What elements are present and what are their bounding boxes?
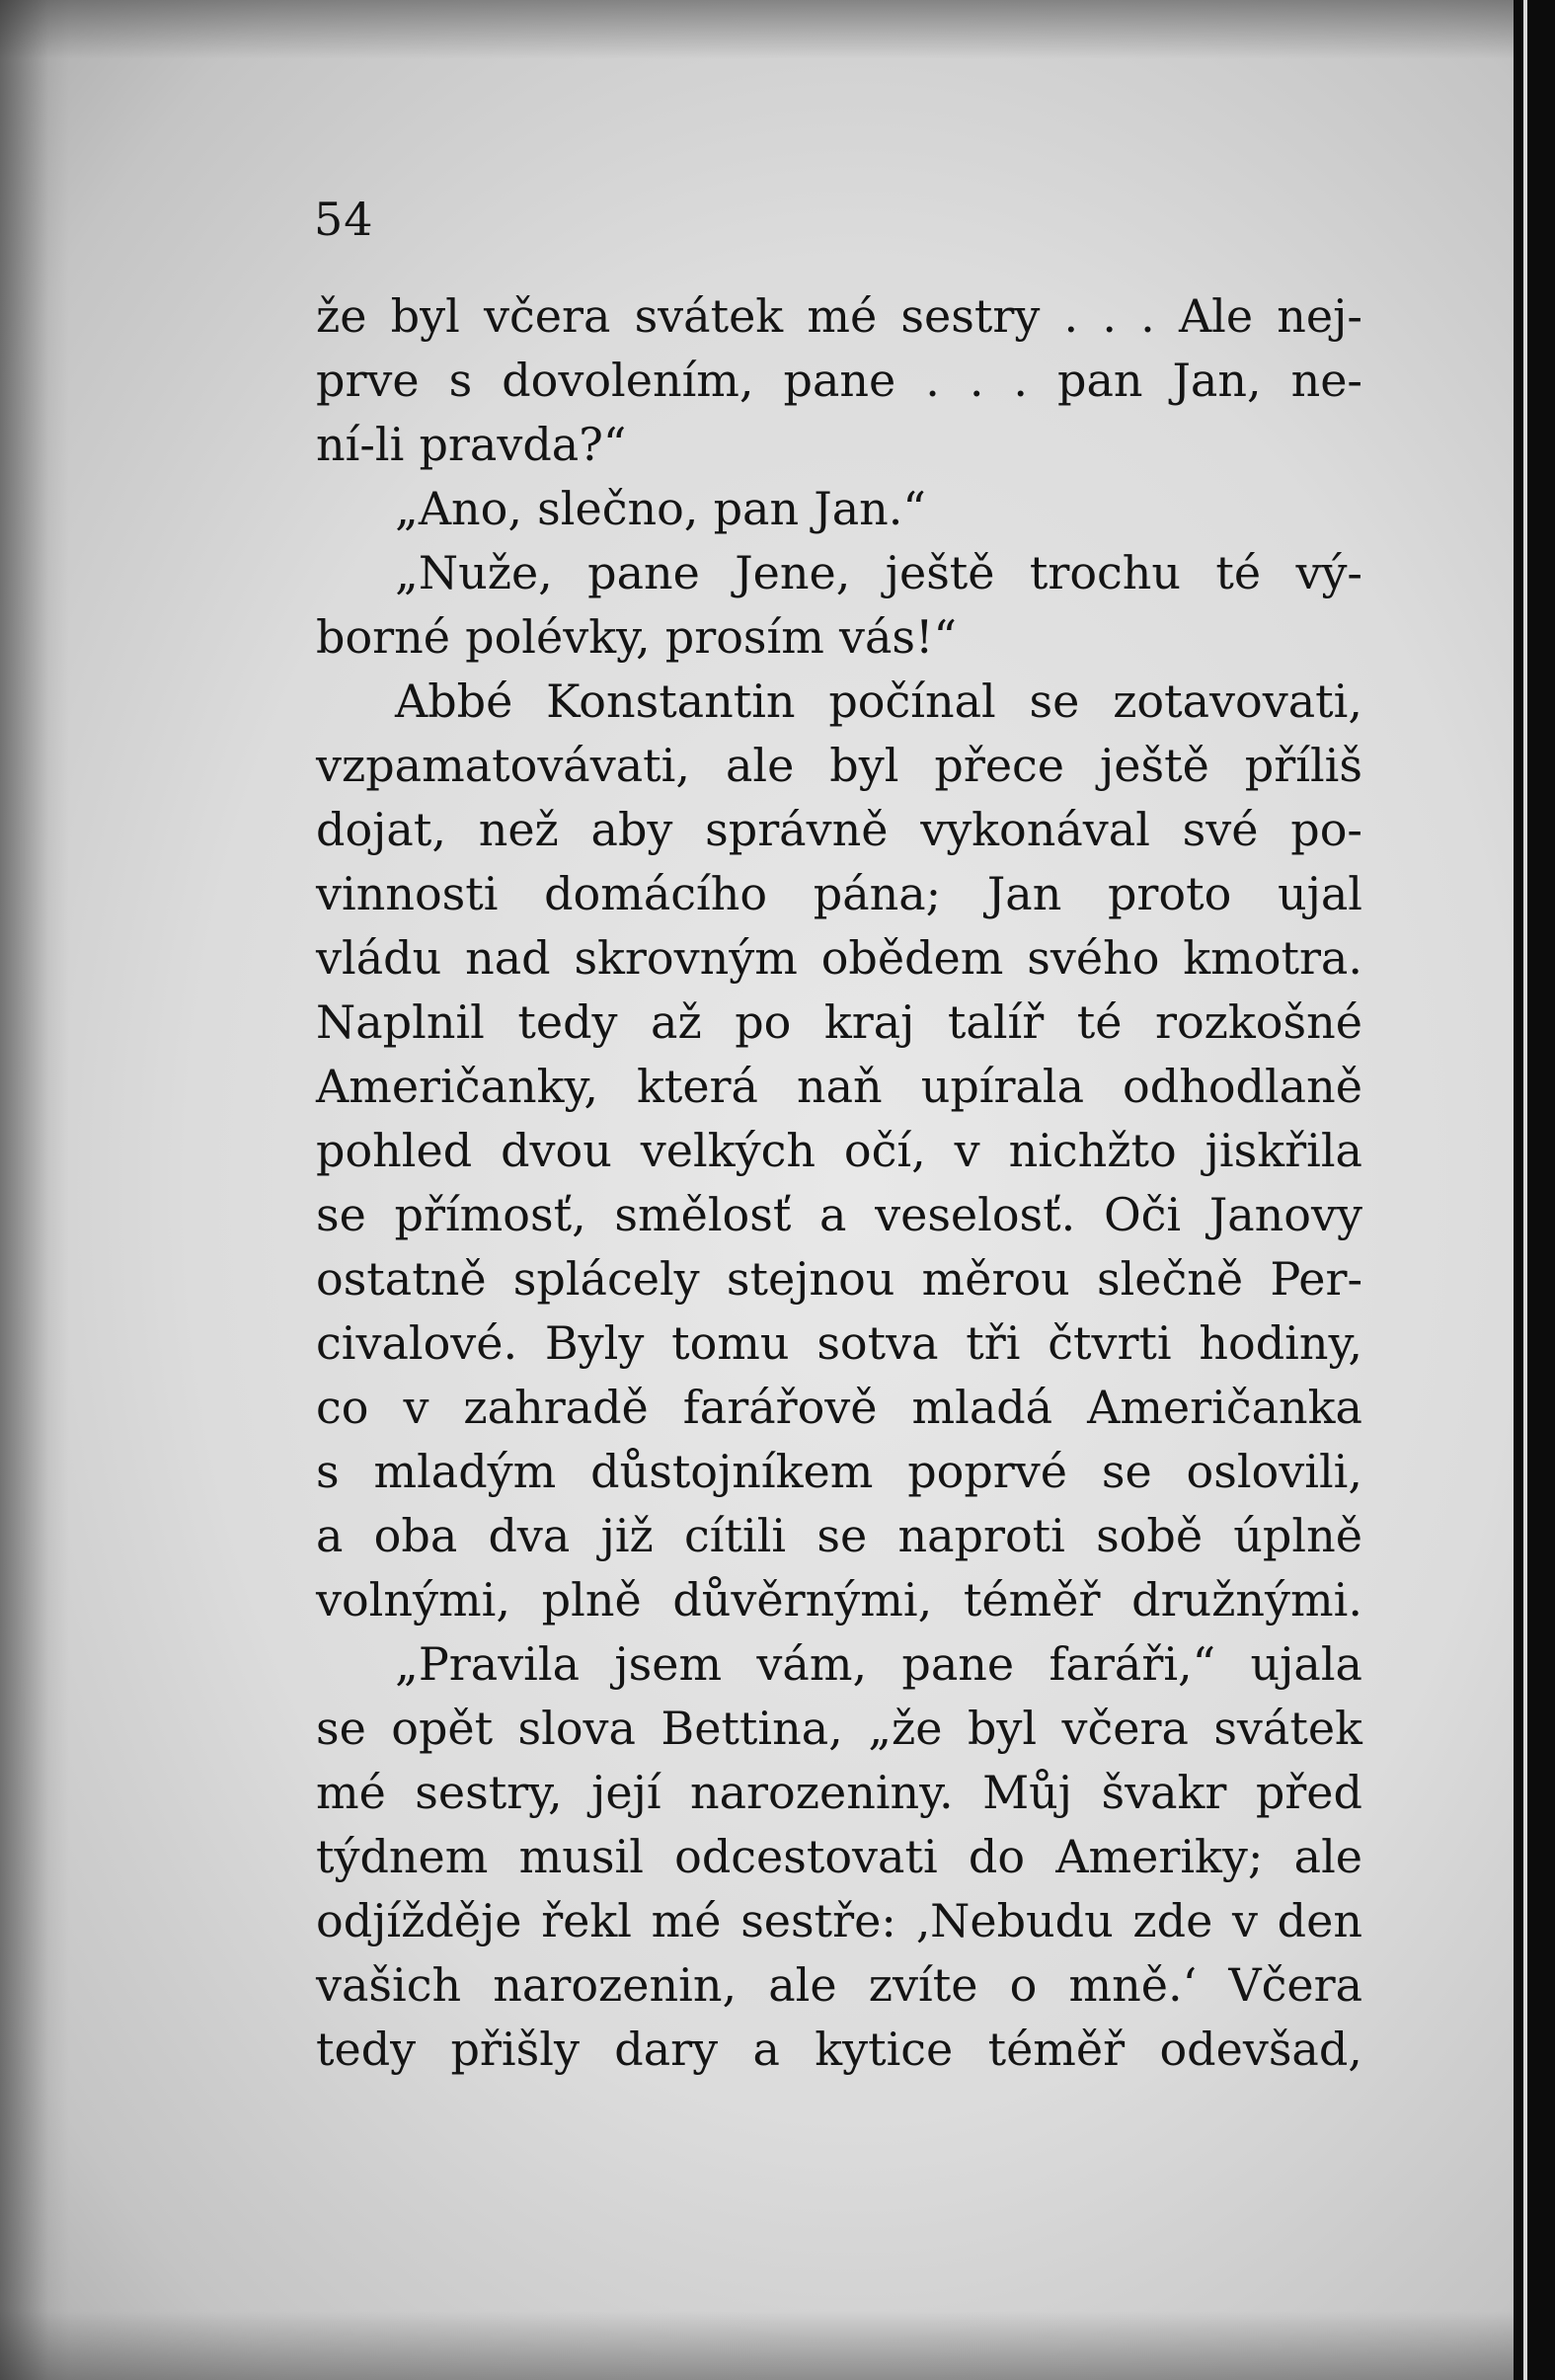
text-line: ostatně splácely stejnou měrou slečně Per- [316,1252,1362,1306]
text-line: „Nuže, pane Jene, ještě trochu té vý- [395,546,1362,599]
text-line: že byl včera svátek mé sestry . . . Ale nej- [316,289,1362,343]
page-binding-edge [1514,0,1555,2380]
page-shadow-left [0,0,69,2380]
text-line: Naplnil tedy až po kraj talíř té rozkošné [316,995,1362,1049]
text-line: týdnem musil odcestovati do Ameriky; ale [316,1830,1362,1883]
text-line: Abbé Konstantin počínal se zotavovati, [395,674,1362,728]
text-line: vinnosti domácího pána; Jan proto ujal [316,867,1362,920]
text-line: se opět slova Bettina, „že byl včera svátek [316,1702,1362,1755]
body-text [316,284,1362,2082]
text-line: a oba dva již cítili se naproti sobě úplně [316,1509,1362,1562]
text-line: tedy přišly dary a kytice téměř odevšad, [316,2023,1362,2076]
text-line: odjížděje řekl mé sestře: ‚Nebudu zde v den [316,1894,1362,1947]
text-line: ní-li pravda?“ [316,418,627,471]
text-line: „Pravila jsem vám, pane faráři,“ ujala [395,1637,1362,1691]
page-number: 54 [314,193,374,246]
page-shadow-bottom [0,2311,1555,2380]
page-shadow-top [0,0,1555,59]
text-line: co v zahradě farářově mladá Američanka [316,1381,1362,1434]
text-line: se přímosť, smělosť a veselosť. Oči Janovy [316,1188,1362,1241]
text-line: volnými, plně důvěrnými, téměř družnými. [316,1573,1362,1626]
text-line: borné polévky, prosím vás!“ [316,610,958,664]
text-line: vašich narozenin, ale zvíte o mně.‘ Včera [316,1958,1362,2012]
text-line: civalové. Byly tomu sotva tři čtvrti hodiny, [316,1316,1362,1370]
text-line: vzpamatovávati, ale byl přece ještě příliš [316,739,1362,792]
binding-rule [1523,0,1527,2380]
text-line: „Ano, slečno, pan Jan.“ [395,482,926,535]
text-line: Američanky, která naň upírala odhodlaně [316,1060,1362,1113]
text-line: dojat, než aby správně vykonával své po- [316,803,1362,856]
text-line: mé sestry, její narozeniny. Můj švakr před [316,1766,1362,1819]
text-line: pohled dvou velkých očí, v nichžto jiskřila [316,1124,1362,1177]
text-line: prve s dovolením, pane . . . pan Jan, ne- [316,354,1362,407]
text-line: vládu nad skrovným obědem svého kmotra. [316,931,1362,985]
text-line: s mladým důstojníkem poprvé se oslovili, [316,1445,1362,1498]
